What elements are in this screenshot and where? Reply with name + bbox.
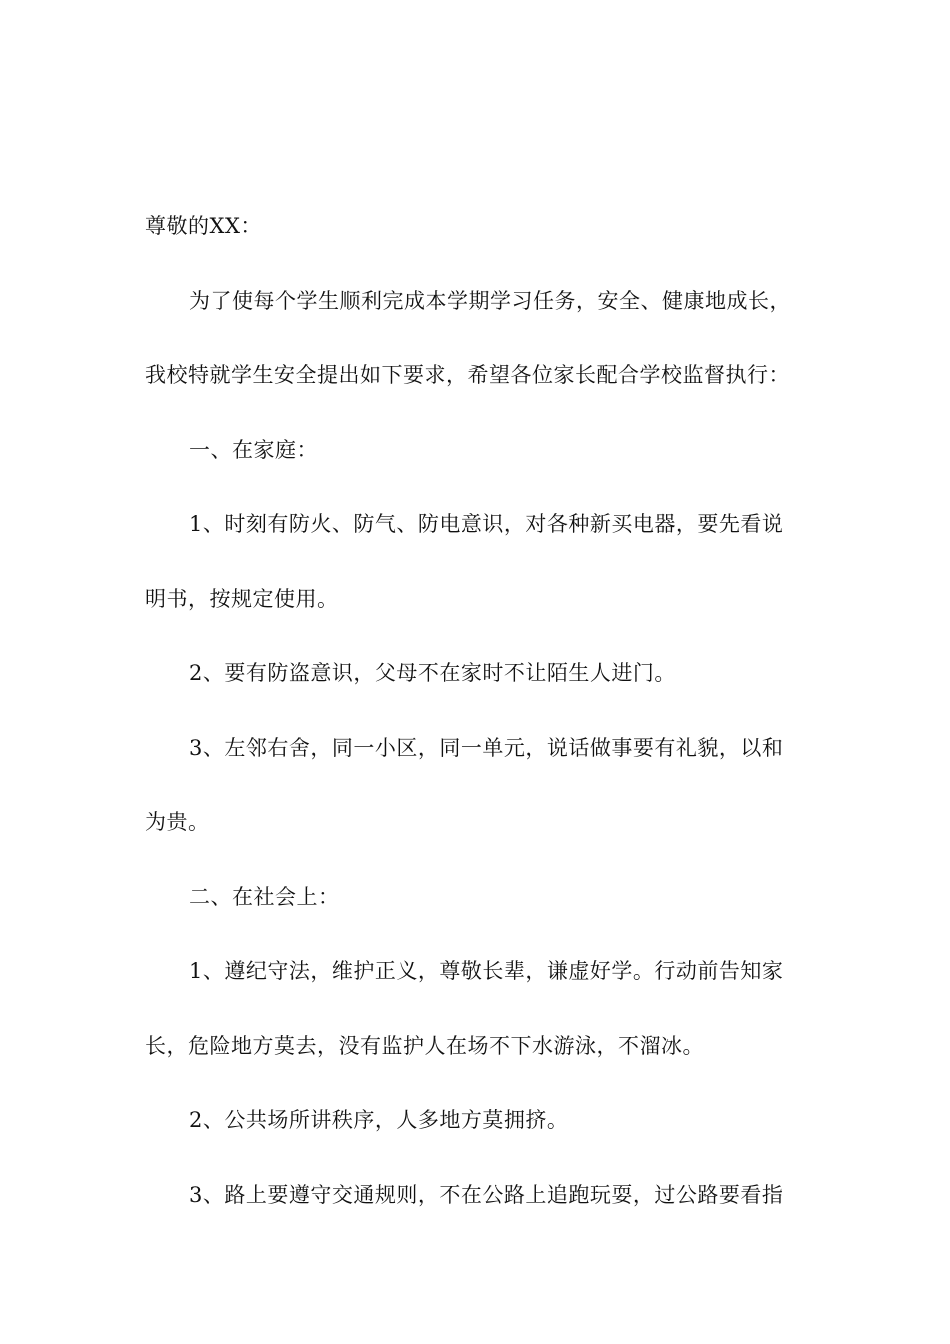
section-heading: 一、在家庭： (189, 437, 318, 462)
paragraph-line: 2、要有防盗意识，父母不在家时不让陌生人进门。 (189, 661, 676, 685)
paragraph-line: 1、遵纪守法，维护正义，尊敬长辈，谦虚好学。行动前告知家 (189, 959, 784, 983)
paragraph-line: 我校特就学生安全提出如下要求，希望各位家长配合学校监督执行： (145, 363, 790, 387)
paragraph-line: 2、公共场所讲秩序，人多地方莫拥挤。 (189, 1108, 569, 1132)
section-heading: 二、在社会上： (189, 884, 340, 909)
paragraph-line: 明书，按规定使用。 (145, 586, 339, 611)
paragraph-line: 1、时刻有防火、防气、防电意识，对各种新买电器，要先看说 (189, 512, 784, 536)
paragraph-line: 3、左邻右舍，同一小区，同一单元，说话做事要有礼貌，以和 (189, 735, 784, 760)
paragraph-line: 3、路上要遵守交通规则，不在公路上追跑玩耍，过公路要看指 (189, 1182, 784, 1207)
salutation: 尊敬的XX： (145, 214, 262, 238)
paragraph-line: 为了使每个学生顺利完成本学期学习任务，安全、健康地成长， (189, 288, 791, 313)
paragraph-line: 长，危险地方莫去，没有监护人在场不下水游泳，不溜冰。 (145, 1033, 704, 1058)
paragraph-line: 为贵。 (145, 810, 210, 834)
document-body (145, 205, 815, 1248)
